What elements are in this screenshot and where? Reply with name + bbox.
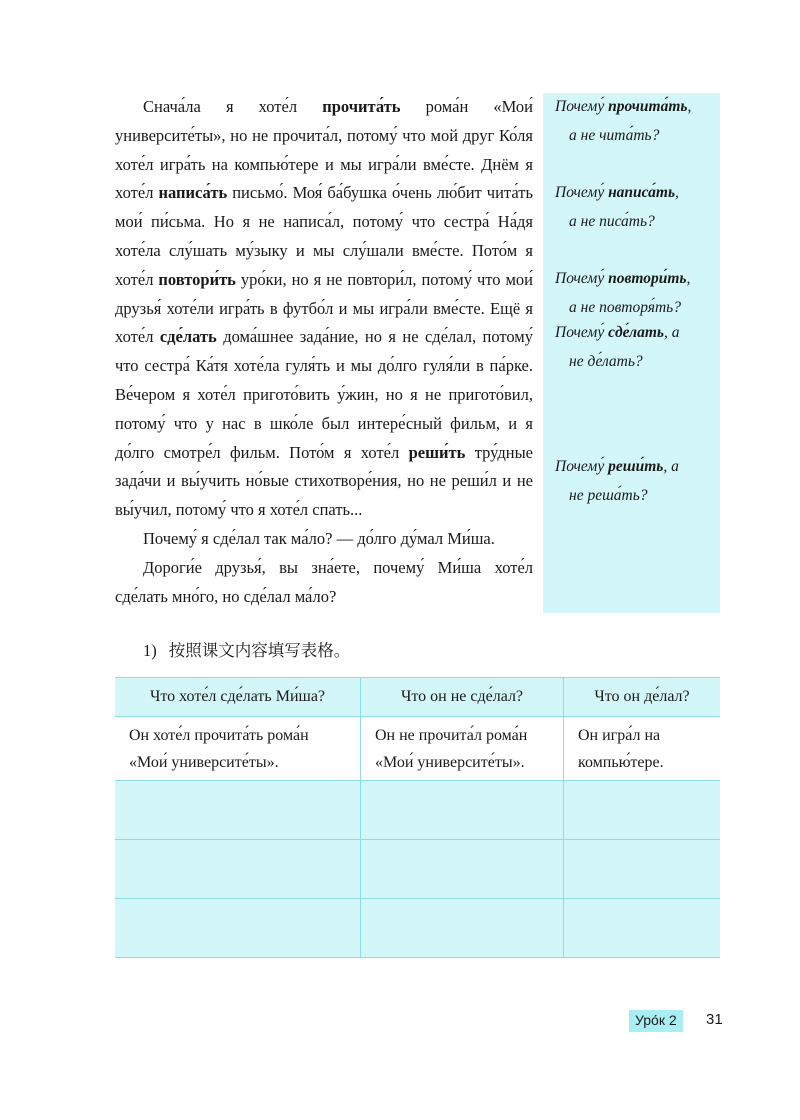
blank-cell[interactable] <box>115 899 361 958</box>
margin-notes <box>543 93 720 613</box>
page-number: 31 <box>706 1011 723 1028</box>
text-segment: дома́шнее зада́ние, но я не сде́лал, потому́ что сестра́ Ка́тя хоте́ла гуля́ть и мы до́лго гуля́ли в па́рке. Ве́чером я хоте́л пригото́вить у́жин, но я не пригото́вил, потому́ что у нас в шко́ле был интере́сный фильм, и я до́лго смотре́л фильм. Пото́м я хоте́л <box>115 327 533 462</box>
blank-cell[interactable] <box>115 840 361 899</box>
key-verb: сде́лать <box>159 327 217 347</box>
blank-row <box>115 899 720 958</box>
margin-note: Почему́ повтори́ть, а не повторя́ть? <box>555 270 691 316</box>
margin-note: Почему́ написа́ть, а не писа́ть? <box>555 184 679 230</box>
task-number: 1) <box>143 641 157 660</box>
task-instruction <box>143 637 350 661</box>
paragraph-1 <box>115 93 533 525</box>
blank-cell[interactable] <box>361 899 564 958</box>
margin-note: Почему́ прочита́ть, а не чита́ть? <box>555 98 692 144</box>
key-verb: реши́ть <box>408 442 466 462</box>
text-segment: уро́ки, но я не повтори́л, потому́ что мои́ друзья́ хоте́ли игра́ть в футбо́л и мы игра́ли вме́сте. Ещё я хоте́л <box>115 269 533 347</box>
margin-note: Почему́ сде́лать, а не де́лать? <box>555 324 680 370</box>
table-cell: Он игра́л на компью́тере. <box>564 717 721 781</box>
paragraph-3: Дороги́е друзья́, вы зна́ете, почему́ Ми́ша хоте́л сде́лать мно́го, но сде́лал ма́ло? <box>115 557 533 606</box>
blank-cell[interactable] <box>564 840 721 899</box>
blank-cell[interactable] <box>564 781 721 840</box>
key-verb: прочита́ть <box>322 97 401 116</box>
table-header: Что хоте́л сде́лать Ми́ша? <box>115 678 361 717</box>
answer-table <box>115 677 720 958</box>
text-segment: рома́н «Мои́ университе́ты», но не прочита́л, потому́ что мой друг Ко́ля хоте́л игра́ть на компью́тере и мы игра́ли вме́сте. Днём я хоте́л <box>115 97 533 203</box>
lesson-badge: Уро́к 2 <box>629 1010 683 1032</box>
table-cell: Он хоте́л прочита́ть рома́н «Мои́ университе́ты». <box>115 717 361 781</box>
table-cell: Он не прочита́л рома́н «Мои́ университе́ты». <box>361 717 564 781</box>
table-header: Что он де́лал? <box>564 678 721 717</box>
blank-cell[interactable] <box>361 840 564 899</box>
main-text <box>115 93 533 611</box>
task-text: 按照课文内容填写表格。 <box>168 641 351 660</box>
table-header-row <box>115 678 720 717</box>
blank-row <box>115 840 720 899</box>
margin-note: Почему́ реши́ть, а не реша́ть? <box>555 458 679 504</box>
text-segment: письмо́. Моя́ ба́бушка о́чень лю́бит чита́ть мои́ пи́сьма. Но я не написа́л, потому́ что сестра́ На́дя хоте́ла слу́шать му́зыку и мы слу́шали вме́сте. Пото́м я хоте́л <box>115 183 533 289</box>
key-verb: повтори́ть <box>158 269 236 289</box>
text-segment: Снача́ла я хоте́л <box>143 97 323 116</box>
blank-cell[interactable] <box>115 781 361 840</box>
table-row <box>115 717 720 781</box>
blank-row <box>115 781 720 840</box>
paragraph-2: Почему́ я сде́лал так ма́ло? — до́лго ду́мал Ми́ша. <box>143 528 495 548</box>
blank-cell[interactable] <box>361 781 564 840</box>
table-header: Что он не сде́лал? <box>361 678 564 717</box>
blank-cell[interactable] <box>564 899 721 958</box>
text-segment: тру́дные зада́чи и вы́учить но́вые стихотворе́ния, но не реши́л и не вы́учил, потому́ что я хоте́л спать... <box>115 442 533 520</box>
key-verb: написа́ть <box>158 183 228 203</box>
